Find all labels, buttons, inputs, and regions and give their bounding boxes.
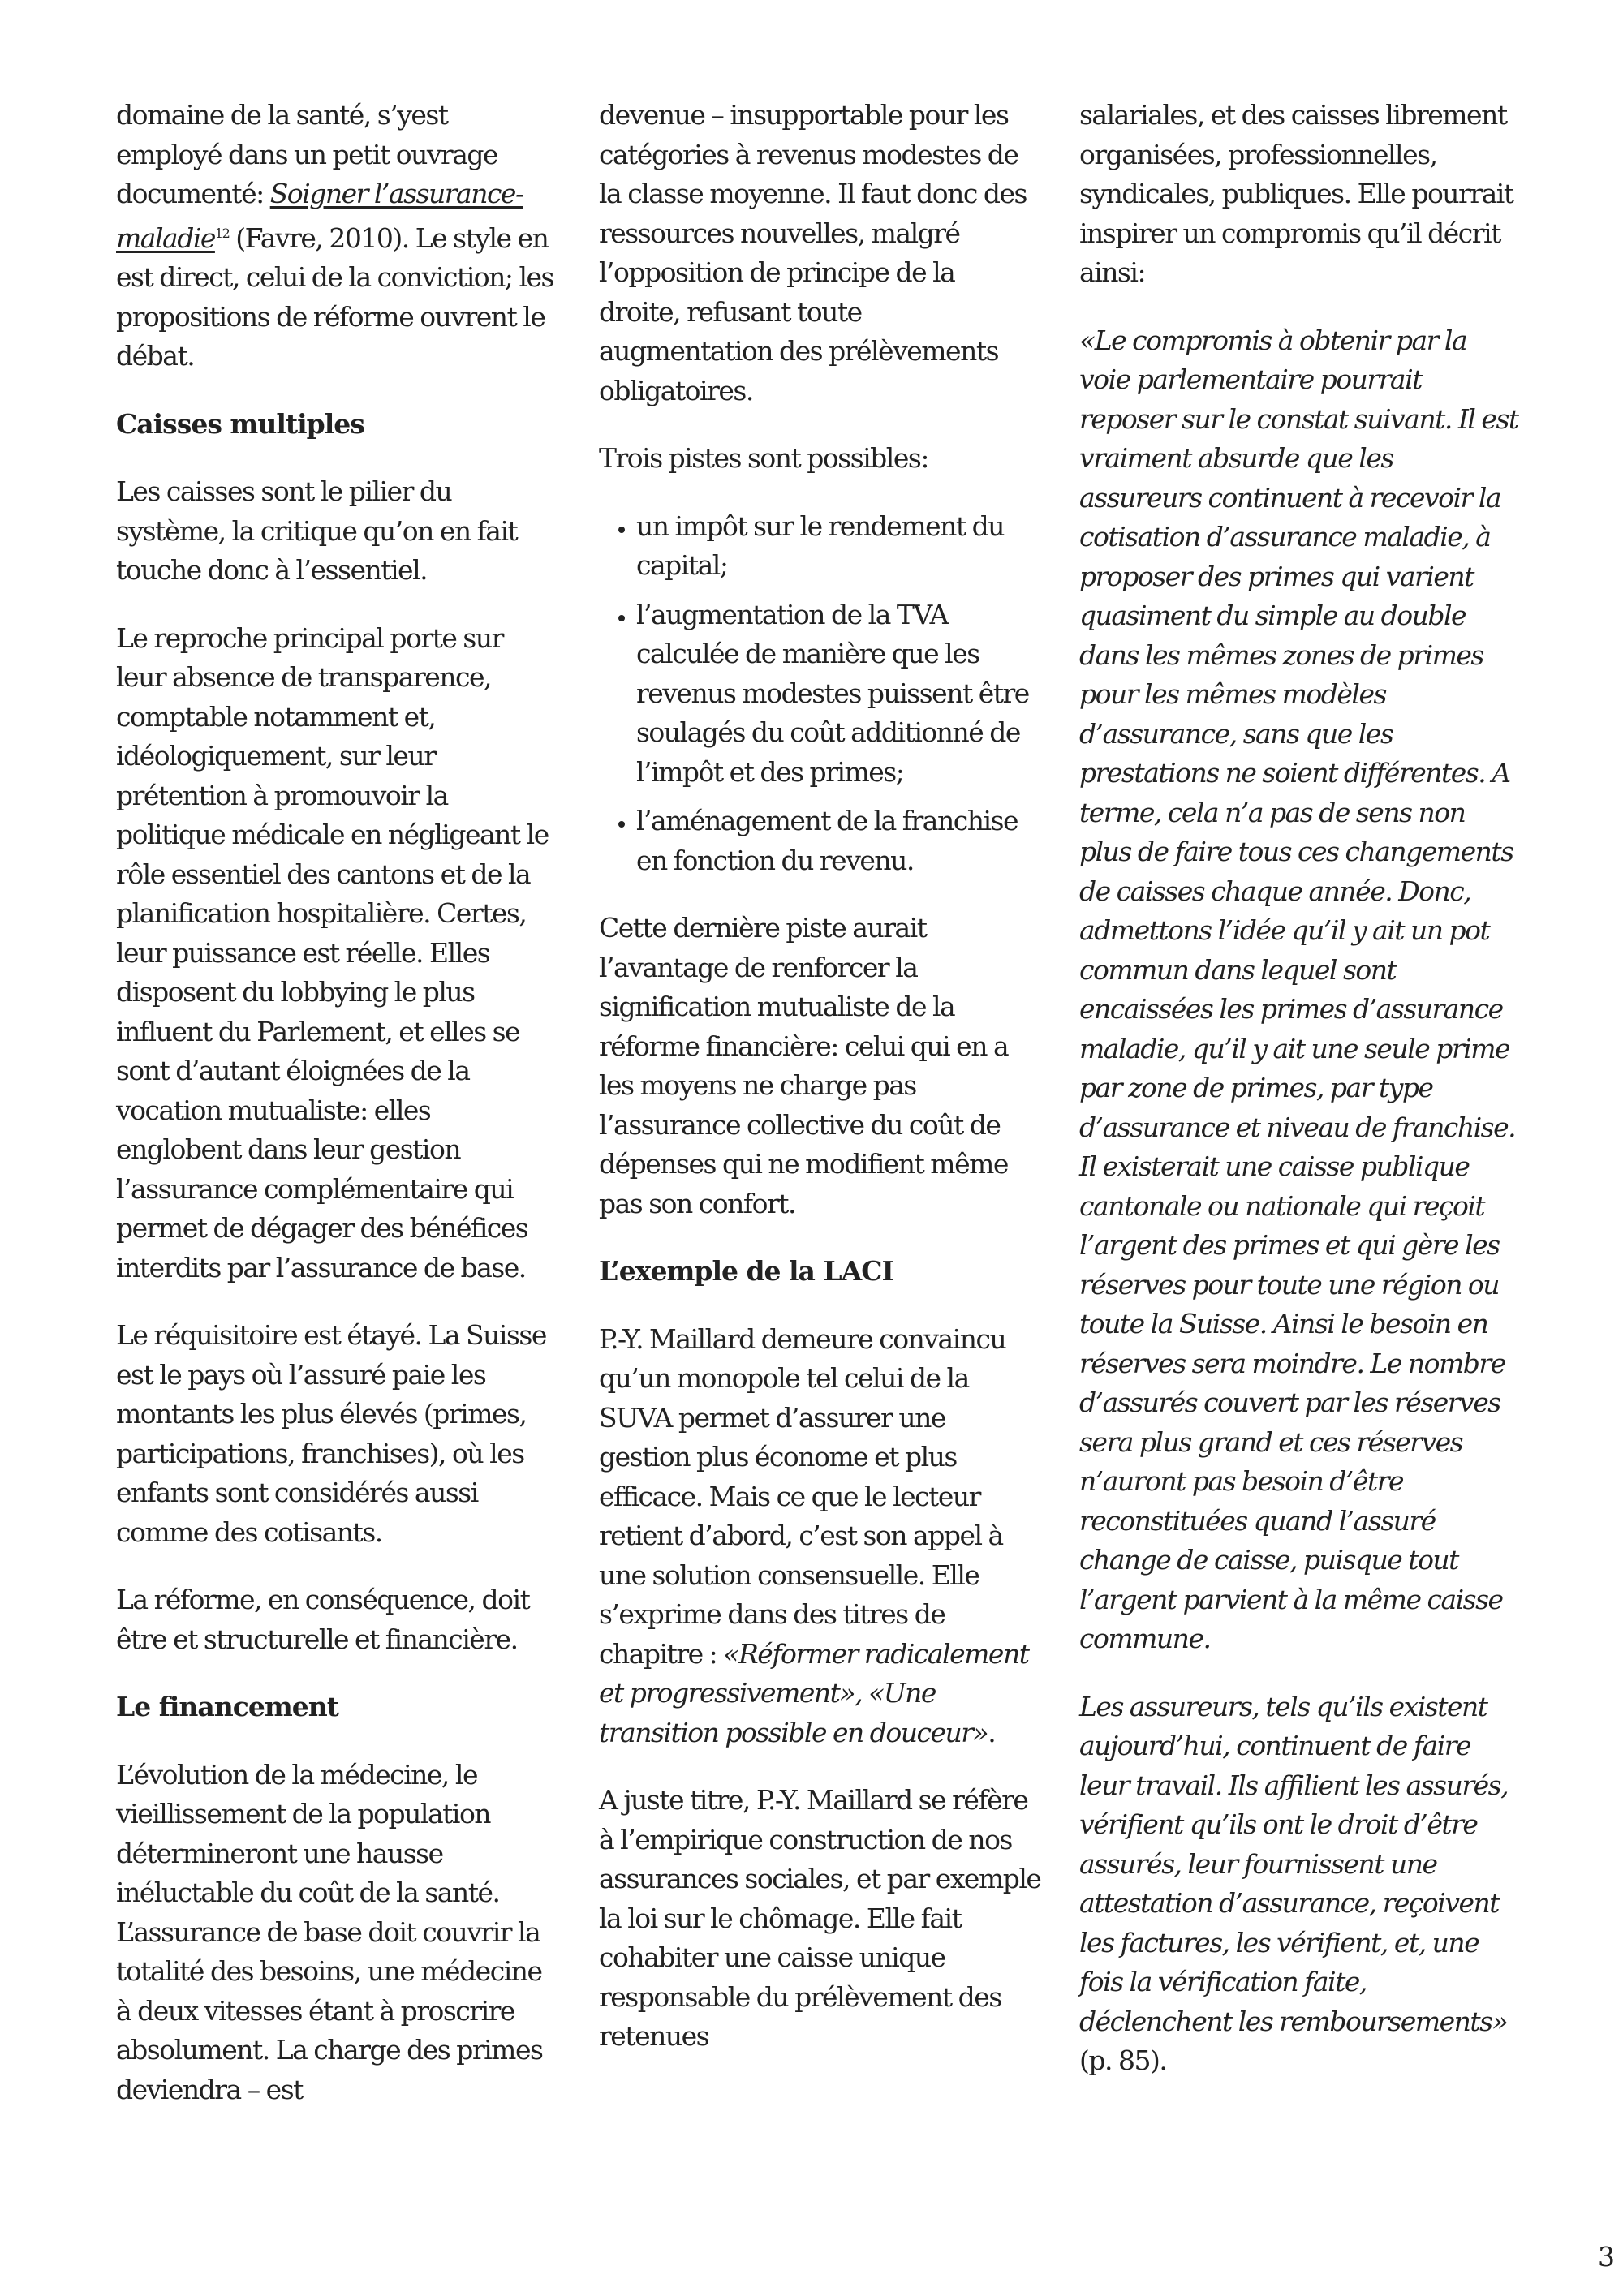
column-3 bbox=[1079, 96, 1522, 2109]
paragraph: Les caisses sont le pilier du système, la critique qu’on en fait touche donc à l’essentiel. bbox=[116, 475, 518, 586]
section-heading: Caisses multiples bbox=[116, 407, 364, 440]
bullet-list bbox=[599, 507, 1041, 881]
book-title-link[interactable]: Soigner l’assurance-maladie bbox=[116, 178, 523, 254]
paragraph: La réforme, en conséquence, doit être et structurelle et financière. bbox=[116, 1584, 530, 1655]
quote-paragraph: «Le compromis à obtenir par la voie parlementaire pourrait reposer sur le constat suivant. Il est vraiment absurde que les assureurs continuent à recevoir la cotisation d’assurance maladie, à proposer des primes qui varient quasiment du simple au double dans les mêmes zones de primes pour les mêmes modèles d’assurance, sans que les prestations ne soient différentes. A terme, cela n’a pas de sens non plus de faire tous ces changements de caisses chaque année. Donc, admettons l’idée qu’il y ait un pot commun dans lequel sont encaissées les primes d’assurance maladie, qu’il y ait une seule prime par zone de primes, par type d’assurance et niveau de franchise. Il existerait une caisse publique cantonale ou nationale qui reçoit l’argent des primes et qui gère les réserves pour toute une région ou toute la Suisse. Ainsi le besoin en réserves sera moindre. Le nombre d’assurés couvert par les réserves sera plus grand et ces réserves n’auront pas besoin d’être reconstituées quand l’assuré change de caisse, puisque tout l’argent parvient à la même caisse commune. bbox=[1079, 324, 1518, 1654]
paragraph: domaine de la santé, s’yest employé dans un petit ouvrage documenté: Soigner l’assurance-maladie$^{12}$ (Favre, 2010). Le style en est direct, celui de la conviction; les propositions de réforme ouvrent le débat. bbox=[116, 99, 553, 372]
paragraph: L’évolution de la médecine, le vieillissement de la population détermineront une hausse inéluctable du coût de la santé. L’assurance de base doit couvrir la totalité des besoins, une médecine à deux vitesses étant à proscrire absolument. La charge des primes deviendra – est bbox=[116, 1758, 543, 2105]
section-heading: Le financement bbox=[116, 1691, 339, 1722]
list-item: • l’aménagement de la franchise en fonction du revenu. bbox=[636, 802, 1041, 880]
page-number: 3 bbox=[1598, 2241, 1615, 2272]
column-2 bbox=[599, 96, 1041, 2085]
paragraph: P.-Y. Maillard demeure convaincu qu’un monopole tel celui de la SUVA permet d’assurer une gestion plus économe et plus efficace. Mais ce que le lecteur retient d’abord, c’est son appel à une solution consensuelle. Elle s’exprime dans des titres de chapitre : «Réformer radicalement et progressivement», «Une transition possible en douceur». bbox=[599, 1322, 1029, 1748]
paragraph: Trois pistes sont possibles: bbox=[599, 442, 928, 474]
paragraph: Cette dernière piste aurait l’avantage de renforcer la signification mutualiste de la réforme financière: celui qui en a les moyens ne charge pas l’assurance collective du coût de dépenses qui ne modifient même pas son confort. bbox=[599, 912, 1009, 1219]
column-1 bbox=[116, 96, 558, 2138]
section-heading: L’exemple de la LACI bbox=[599, 1255, 893, 1287]
list-item: • un impôt sur le rendement du capital; bbox=[636, 507, 1041, 586]
quote-paragraph: Les assureurs, tels qu’ils existent aujourd’hui, continuent de faire leur travail. Ils affilient les assurés, vérifient qu’ils ont le droit d’être assurés, leur fournissent une attestation d’assurance, reçoivent les factures, les vérifient, et, une fois la vérification faite, déclenchent les remboursements» (p. 85). bbox=[1079, 1690, 1509, 2076]
paragraph: A juste titre, P.-Y. Maillard se réfère à l’empirique construction de nos assurances sociales, et par exemple la loi sur le chômage. Elle fait cohabiter une caisse unique responsable du prélèvement des retenues bbox=[599, 1784, 1041, 2052]
list-item: • l’augmentation de la TVA calculée de manière que les revenus modestes puissent être soulagés du coût additionné de l’impôt et des primes; bbox=[636, 595, 1041, 793]
paragraph: Le réquisitoire est étayé. La Suisse est le pays où l’assuré paie les montants les plus élevés (primes, participations, franchises), où les enfants sont considérés aussi comme des cotisants. bbox=[116, 1319, 546, 1548]
paragraph: devenue – insupportable pour les catégories à revenus modestes de la classe moyenne. Il faut donc des ressources nouvelles, malgré l’opposition de principe de la droite, refusant toute augmentation des prélèvements obligatoires. bbox=[599, 99, 1027, 406]
paragraph: salariales, et des caisses librement organisées, professionnelles, syndicales, publiques. Elle pourrait inspirer un compromis qu’il décrit ainsi: bbox=[1079, 99, 1513, 288]
paragraph: Le reproche principal porte sur leur absence de transparence, comptable notamment et, idéologiquement, sur leur prétention à promouvoir la politique médicale en négligeant le rôle essentiel des cantons et de la planification hospitalière. Certes, leur puissance est réelle. Elles disposent du lobbying le plus influent du Parlement, et elles se sont d’autant éloignées de la vocation mutualiste: elles englobent dans leur gestion l’assurance complémentaire qui permet de dégager des bénéfices interdits par l’assurance de base. bbox=[116, 621, 549, 1283]
footnote-ref[interactable]: 12 bbox=[214, 225, 230, 241]
